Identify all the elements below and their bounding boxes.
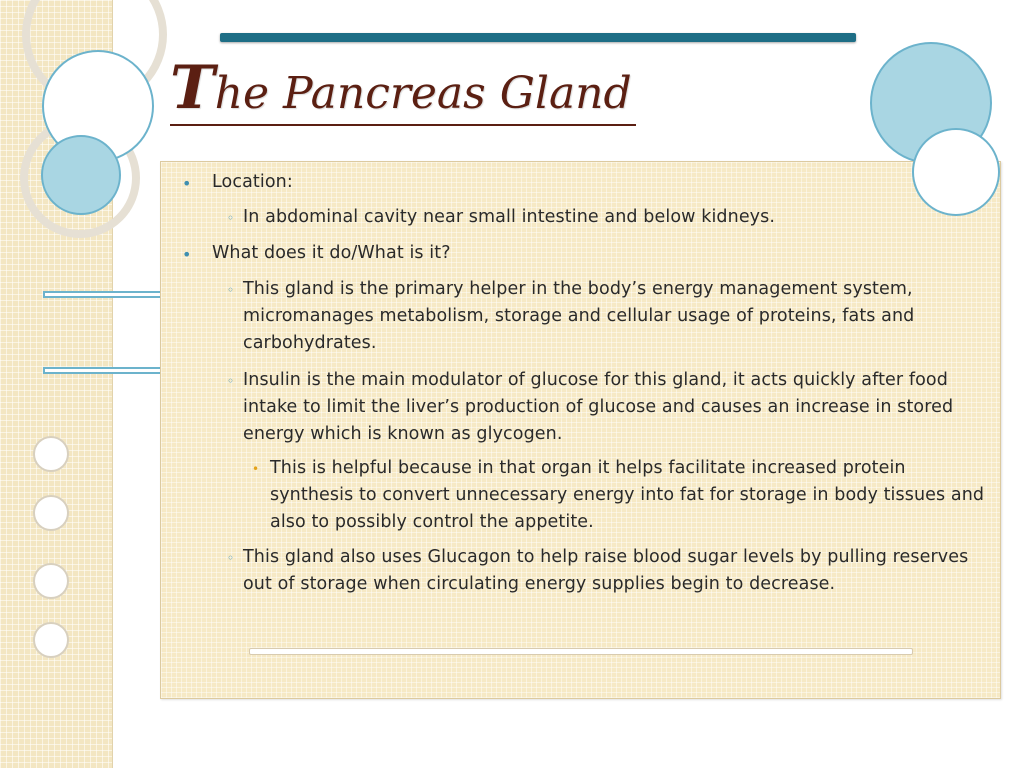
- bullet-level2: ◦: [227, 211, 235, 225]
- bullet-level1: •: [182, 174, 192, 193]
- panel-divider: [249, 648, 913, 655]
- decorative-dot: [33, 436, 69, 472]
- list-item: In abdominal cavity near small intestine and below kidneys.: [243, 207, 776, 227]
- decorative-circle: [41, 135, 121, 215]
- list-item: Insulin is the main modulator of glucose for this gland, it acts quickly after food intake to limit the liver’s production of glucose and causes an increase in stored energy which is known as glycogen.: [243, 370, 954, 444]
- list-item: This gland is the primary helper in the body’s energy management system, micromanages metabolism, storage and cellular usage of proteins, fats and carbohydrates.: [243, 279, 915, 353]
- bullet-level1: •: [182, 245, 192, 264]
- bullet-level2: ◦: [227, 374, 235, 388]
- decorative-dot: [33, 495, 69, 531]
- list-item: Location:: [212, 172, 293, 192]
- list-item: What does it do/What is it?: [212, 243, 451, 263]
- slide-title: [170, 53, 636, 126]
- list-item: This is helpful because in that organ it helps facilitate increased protein synthesis to convert unnecessary energy into fat for storage in body tissues and also to possibly control the appetite.: [270, 458, 985, 532]
- title-initial: T: [170, 53, 215, 123]
- bullet-level3: •: [252, 462, 260, 476]
- decorative-dot: [33, 622, 69, 658]
- list-item: This gland also uses Glucagon to help raise blood sugar levels by pulling reserves out of storage when circulating energy supplies begin to decrease.: [243, 547, 969, 594]
- bullet-level2: ◦: [227, 551, 235, 565]
- title-accent-bar: [220, 33, 856, 42]
- decorative-dot: [33, 563, 69, 599]
- bullet-level2: ◦: [227, 283, 235, 297]
- title-text: he Pancreas Gland: [214, 68, 632, 119]
